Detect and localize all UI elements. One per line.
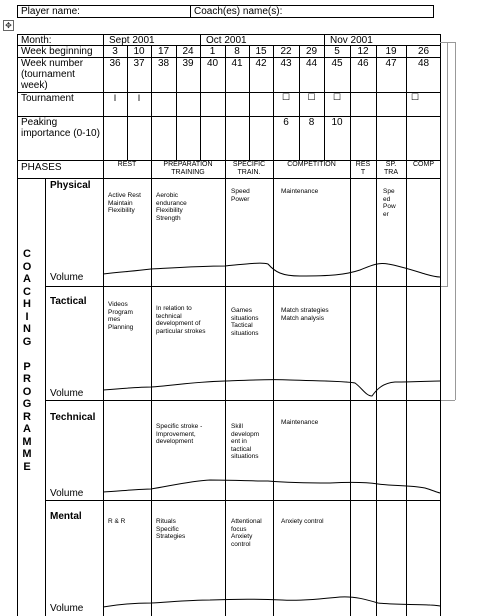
peaking-value: 6	[283, 117, 289, 128]
volume-label: Volume	[50, 272, 84, 283]
peaking-value: 10	[331, 117, 343, 128]
note-mental-rest: R & R	[108, 518, 126, 525]
week-number-cell: 37	[133, 58, 145, 69]
week-number-cell: 43	[280, 58, 292, 69]
month-oct: Oct 2001	[206, 35, 247, 46]
phase-rest: REST	[117, 161, 137, 168]
week-beginning-cell: 15	[255, 46, 267, 57]
week-number-cell: 48	[417, 58, 430, 69]
tactical-volume-curve	[103, 380, 440, 396]
note-tactical-specific: Games situations Tactical situations	[231, 307, 259, 337]
week-number-cell: 40	[206, 58, 219, 69]
volume-label: Volume	[50, 603, 84, 614]
week-number-cell: 36	[109, 58, 121, 69]
week-beginning-cell: 10	[133, 46, 145, 57]
week-beginning-cell: 22	[280, 46, 292, 57]
note-physical-rest: Active Rest Maintain Flexibility	[108, 192, 141, 214]
week-beginning-cell: 26	[417, 46, 430, 57]
volume-label: Volume	[50, 488, 84, 499]
tournament-mark: I	[113, 93, 117, 103]
peaking-value: 8	[308, 117, 315, 128]
phase-specific: SPECIFIC TRAIN.	[232, 161, 266, 176]
technical-volume-curve	[103, 480, 440, 493]
note-mental-prep: Rituals Specific Strategies	[156, 518, 186, 540]
note-physical-sp: Spe ed Pow er	[383, 188, 396, 218]
week-number-cell: 46	[357, 58, 369, 69]
week-number-cell: 47	[385, 58, 397, 69]
phase-competition-2: COMP	[413, 161, 434, 168]
note-technical-prep: Specific stroke - Improvement, development	[156, 423, 203, 445]
tournament-checkbox[interactable]: ☐	[332, 92, 342, 102]
section-technical: Technical	[50, 412, 96, 423]
note-physical-specific: Speed Power	[231, 188, 250, 203]
note-tactical-rest: Videos Program mes Planning	[108, 301, 134, 331]
week-beginning-cell: 3	[112, 46, 118, 57]
tournament-checkbox[interactable]: ☐	[410, 92, 420, 102]
tournament-checkbox[interactable]: ☐	[281, 92, 291, 102]
week-number-cell: 39	[182, 58, 194, 69]
week-number-cell: 41	[231, 58, 243, 69]
note-tactical-competition: Match strategies Match analysis	[281, 307, 329, 322]
note-mental-competition: Anxiety control	[281, 518, 324, 525]
tournament-label: Tournament	[21, 93, 74, 104]
section-mental: Mental	[50, 511, 82, 522]
move-handle-icon[interactable]: ✥	[3, 20, 14, 31]
coach-name-label: Coach(es) name(s):	[194, 6, 283, 17]
phase-rest-2: RES T	[355, 161, 371, 176]
phase-specific-2: SP. TRA	[384, 161, 398, 176]
player-name-label: Player name:	[21, 6, 80, 17]
week-beginning-label: Week beginning	[21, 46, 93, 57]
week-beginning-cell: 29	[305, 46, 318, 57]
tournament-mark: I	[137, 93, 141, 103]
month-sept: Sept 2001	[109, 35, 155, 46]
note-tactical-prep: In relation to technical development of particular strokes	[156, 305, 206, 335]
week-number-cell: 44	[305, 58, 318, 69]
month-nov: Nov 2001	[330, 35, 373, 46]
week-beginning-cell: 1	[209, 46, 216, 57]
tournament-checkbox[interactable]: ☐	[307, 92, 316, 102]
note-physical-prep: Aerobic endurance Flexibility Strength	[156, 192, 187, 222]
week-beginning-cell: 17	[157, 46, 170, 57]
week-number-cell: 38	[157, 58, 170, 69]
month-label: Month:	[21, 35, 52, 46]
volume-label: Volume	[50, 388, 84, 399]
week-beginning-cell: 24	[182, 46, 194, 57]
phases-label: PHASES	[21, 162, 62, 173]
section-tactical: Tactical	[50, 296, 87, 307]
phase-competition: COMPETITION	[287, 161, 336, 168]
coaching-programme-label: C O A C H I N G P R O G R A M M E	[22, 248, 32, 473]
section-physical: Physical	[50, 180, 91, 191]
week-beginning-cell: 19	[385, 46, 397, 57]
physical-volume-curve	[103, 263, 440, 277]
week-beginning-cell: 12	[357, 46, 369, 57]
note-technical-competition: Maintenance	[281, 419, 319, 426]
note-mental-specific: Attentional focus Anxiety control	[231, 518, 262, 548]
peaking-label: Peaking importance (0-10)	[21, 117, 100, 139]
mental-volume-curve	[103, 597, 440, 607]
week-beginning-cell: 8	[234, 46, 240, 57]
week-number-label: Week number (tournament week)	[21, 58, 84, 91]
week-number-cell: 42	[255, 58, 267, 69]
week-number-cell: 45	[331, 58, 343, 69]
week-beginning-cell: 5	[334, 46, 340, 57]
phase-preparation: PREPARATION TRAINING	[163, 161, 213, 176]
note-technical-specific: Skill developm ent in tactical situations	[231, 423, 260, 460]
note-physical-competition: Maintenance	[281, 188, 319, 195]
